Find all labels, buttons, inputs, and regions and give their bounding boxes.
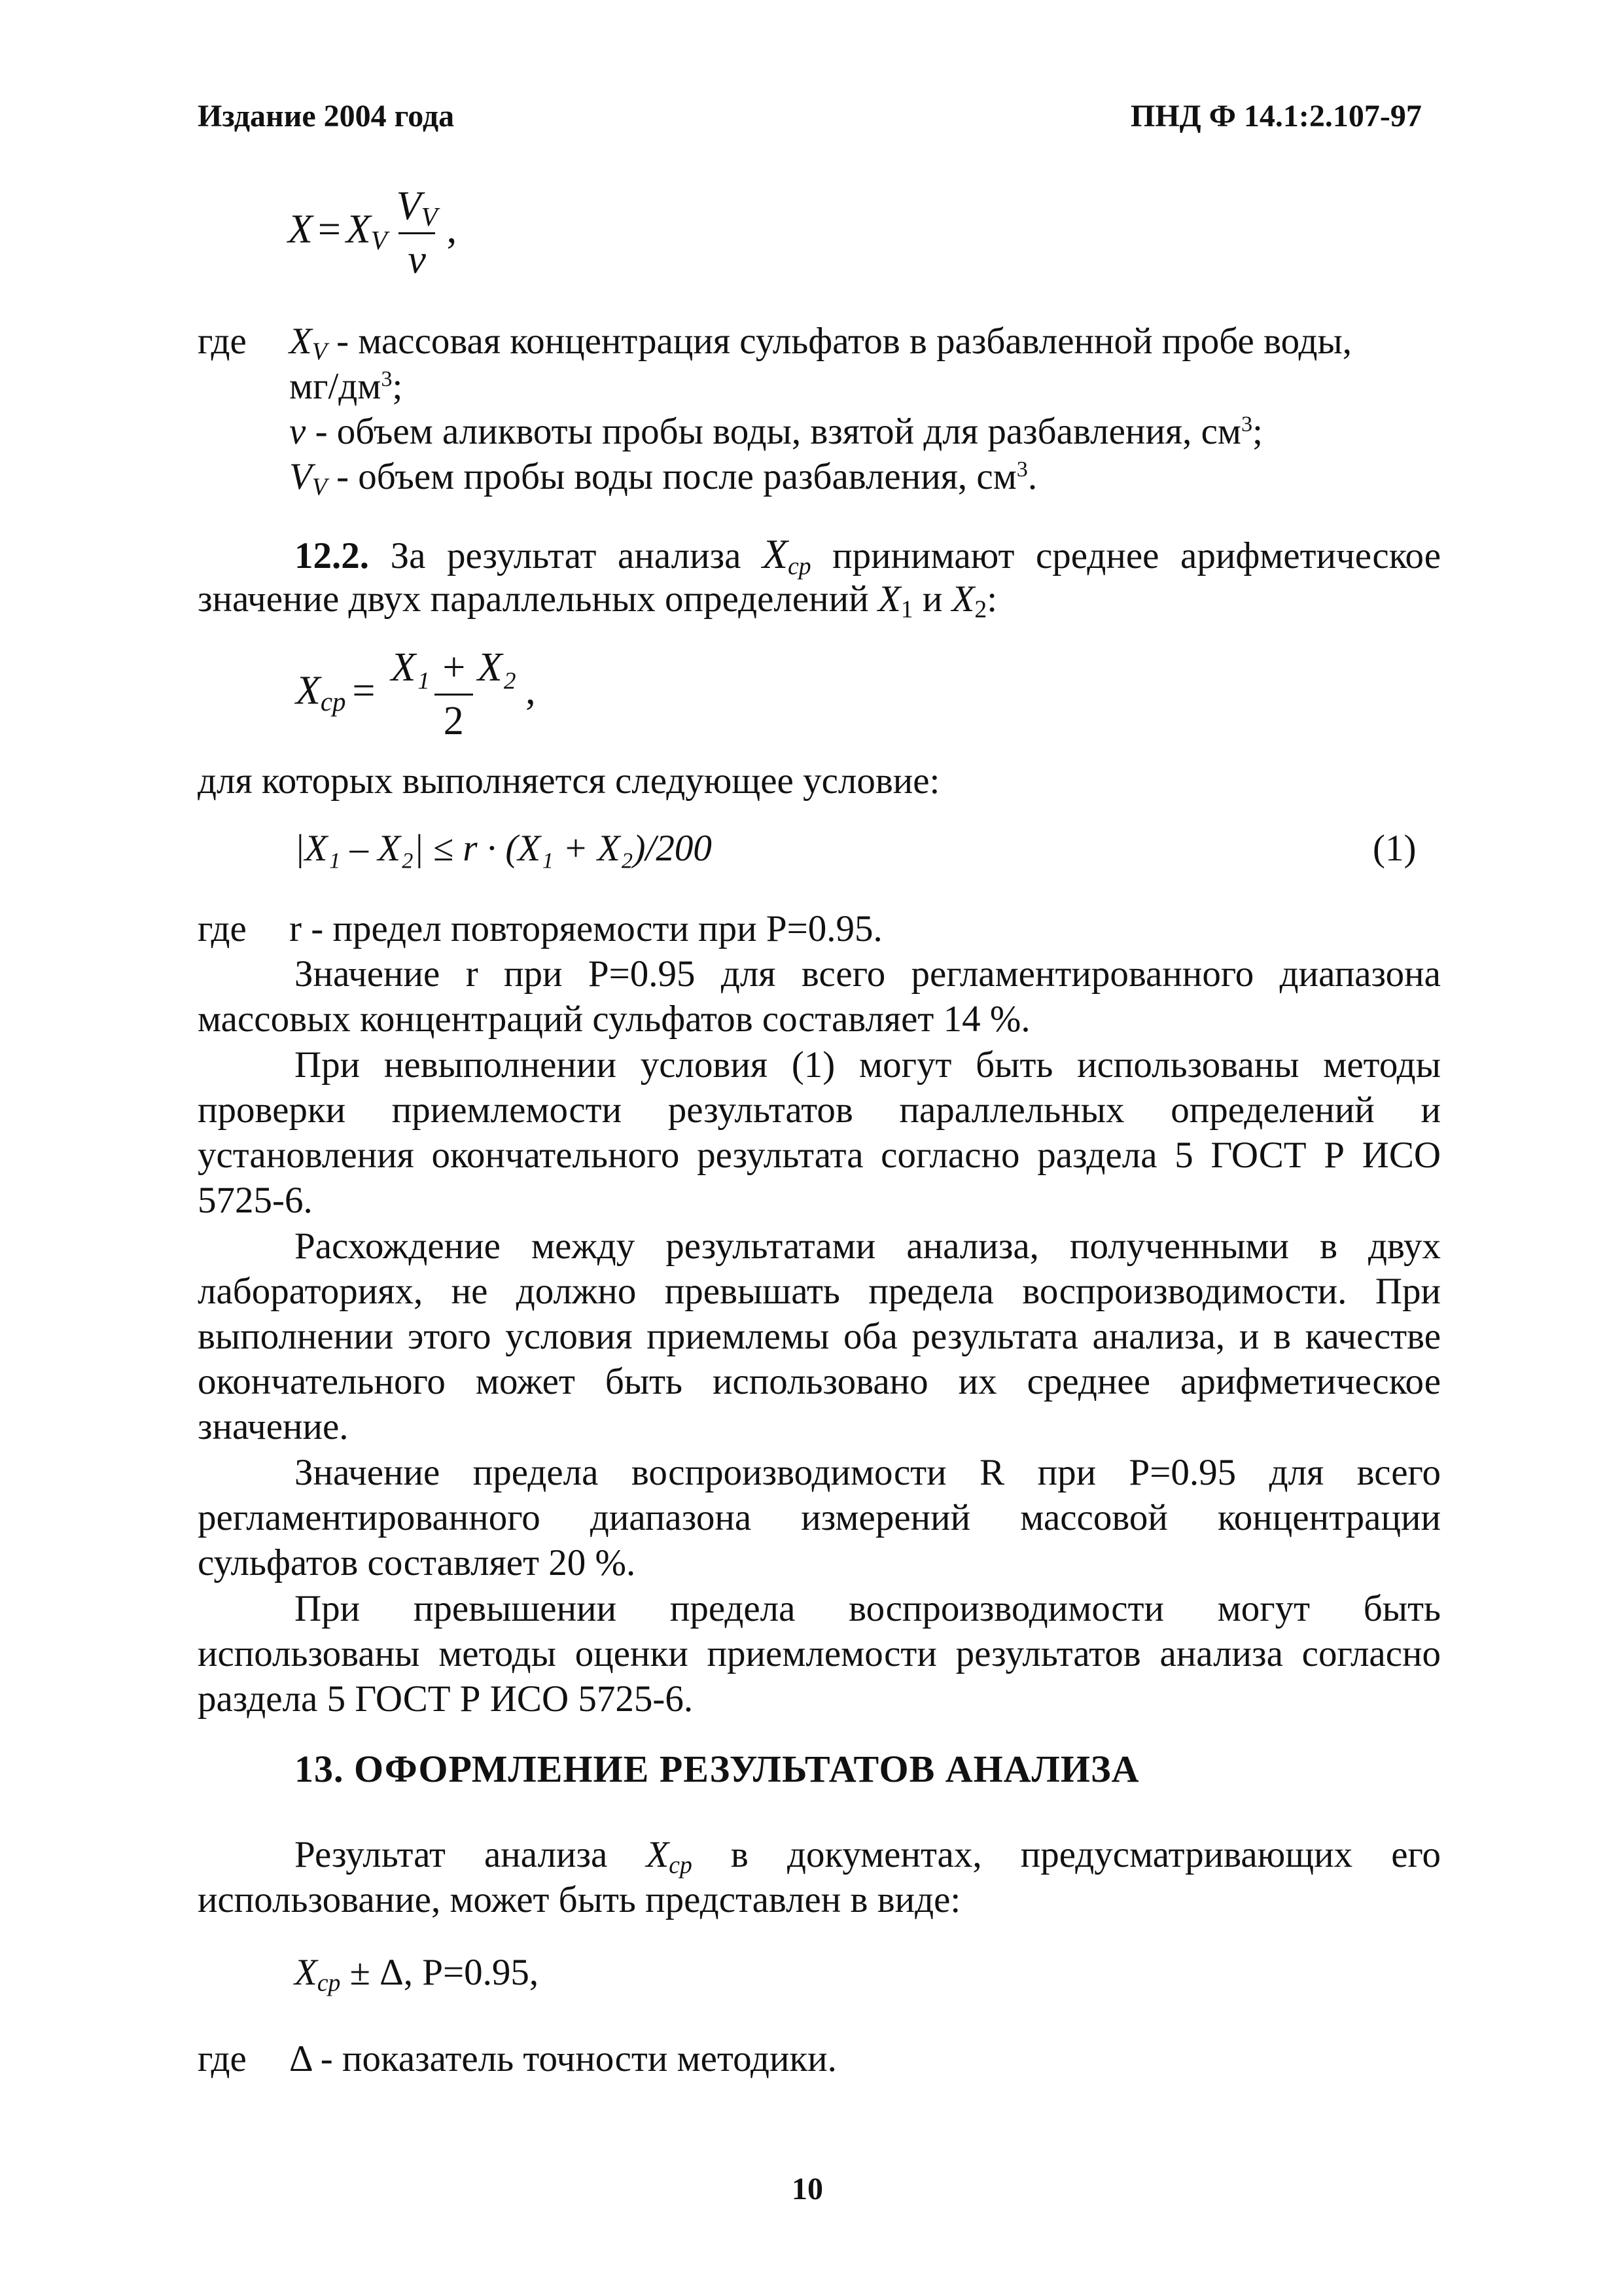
condition-intro: для которых выполняется следующее условие:	[198, 760, 940, 802]
where-label-1: где	[198, 321, 247, 362]
paragraph-acceptability: При невыполнении условия (1) могут быть использованы методы проверки приемлемости результатов параллельных определений и установления окончательного результата согласно раздела 5 ГОСТ Р ИСО 5725-6.	[198, 1044, 1441, 1221]
formula-dilution: $X = X_V$ $\frac{V_V}{v}$ ,	[288, 184, 457, 282]
where-label-3: где	[198, 2038, 247, 2079]
def-r: r - предел повторяемости при P=0.95.	[289, 908, 883, 949]
section-12-2-line1: 12.2. За результат анализа $X_{ср}$ принимают среднее арифметическое	[294, 531, 1441, 580]
formula-condition: |X₁ – X₂| ≤ r · (X₁ + X₂)/200	[294, 828, 712, 869]
where-label-2: где	[198, 908, 247, 949]
document-code-header: ПНД Ф 14.1:2.107-97	[1131, 99, 1422, 133]
page-number: 10	[792, 2172, 823, 2206]
edition-header: Издание 2004 года	[198, 99, 455, 133]
paragraph-reproducibility: Значение предела воспроизводимости R при P=0.95 для всего регламентированного диапазона измерений массовой концентрации сульфатов составляет 20 %.	[198, 1452, 1441, 1583]
formula-mean: $X_{ср}$ = $\frac{\text{X₁ + X₂}}{2}$ ,	[296, 645, 536, 743]
def-xv-unit: $мг/дм^3$;	[289, 366, 403, 407]
paragraph-discrepancy: Расхождение между результатами анализа, полученными в двух лабораториях, не должно превышать предела воспроизводимости. При выполнении этого условия приемлемы оба результата анализа, и в качестве окончательного может быть использовано их среднее арифметическое значение.	[198, 1226, 1441, 1447]
section-12-2-line2: значение двух параллельных определений $X_1$ и $X_2$:	[198, 578, 998, 624]
paragraph-repeatability: Значение r при P=0.95 для всего регламентированного диапазона массовых концентраций сульфатов составляет 14 %.	[198, 953, 1441, 1040]
result-formula: $X_{ср} \pm \Delta$, P=0.95,	[294, 1952, 539, 1997]
def-xv: $X_V$ - массовая концентрация сульфатов в разбавленной пробе воды,	[289, 321, 1352, 366]
paragraph-exceeding: При превышении предела воспроизводимости могут быть использованы методы оценки приемлемости результатов анализа согласно раздела 5 ГОСТ Р ИСО 5725-6.	[198, 1588, 1441, 1720]
section-13-heading: 13. ОФОРМЛЕНИЕ РЕЗУЛЬТАТОВ АНАЛИЗА	[294, 1748, 1140, 1790]
formula-number-1: (1)	[1373, 828, 1417, 869]
def-v: v - объем аликвоты пробы воды, взятой для разбавления, $см^3$;	[289, 411, 1263, 452]
def-delta: Δ - показатель точности методики.	[289, 2038, 837, 2079]
def-vv: $V_V$ - объем пробы воды после разбавления, $см^3$.	[289, 456, 1038, 501]
section-13-paragraph: Результат анализа $X_{ср}$ в документах, предусматривающих его использование, может быть представлен в виде:	[198, 1834, 1441, 1920]
